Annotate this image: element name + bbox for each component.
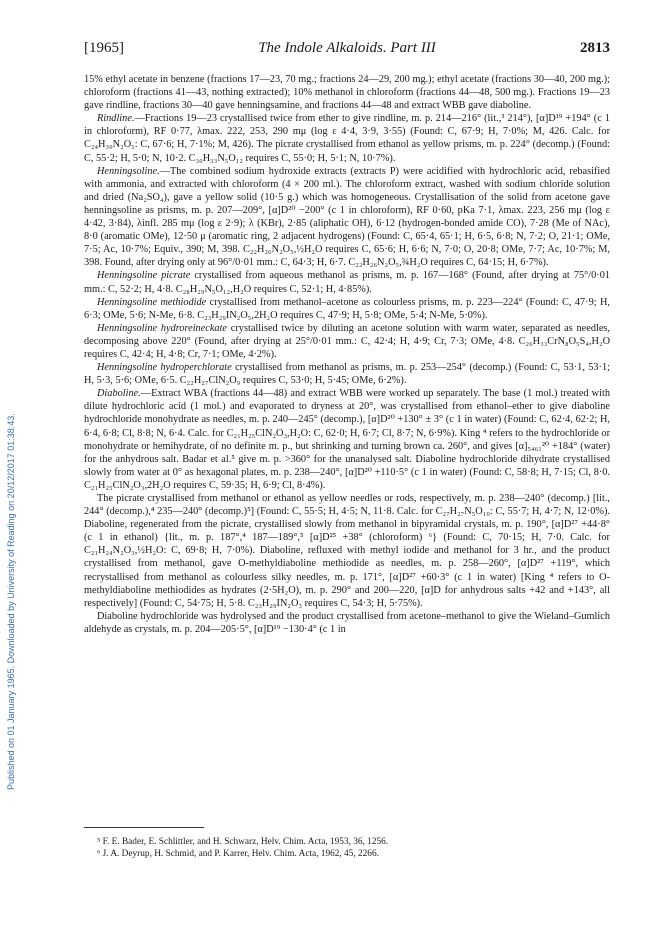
article-body bbox=[84, 73, 610, 636]
header-title: The Indole Alkaloids. Part III bbox=[258, 40, 436, 56]
paragraph-lead: Rindline. bbox=[97, 113, 135, 125]
paragraph-lead: Diaboline. bbox=[97, 388, 141, 400]
paragraph-lead: Henningsoline picrate bbox=[97, 270, 191, 282]
side-note-text: Published on 01 January 1965. Downloaded by University of Reading on 20/12/2017 01:38:43. bbox=[6, 413, 16, 790]
paragraph-henningsoline: Henningsoline.—The combined sodium hydroxide extracts (extracts P) were acidified with hydrochloric acid, rebasified with ammonia, and extracted with chloroform (4 × 200 ml.). The chloroform extract, washed with sodium chloride solution and dried (Na₂SO₄), gave a yellow solid (10·5 g.) which was homogeneous. Crystallisation of the solid from acetone gave henningsoline as prisms, m. p. 207—209°, [α]D²⁰ −200° (c 1 in chloroform), RF 0·60, pKa 7·1, λmax. 223, 256 mμ (log ε 4·42, 3·84), λinfl. 285 mμ (log ε 2·9); λ (KBr), 2·85 (aliphatic OH), 6·12 (hydrogen-bonded amide CO), 7·28 (Me of NAc), 8·0 (aromatic OMe), 12·50 μ (aromatic ring, 2 adjacent hydrogens) (Found: C, 65·4, 65·1; H, 6·5, 6·8; N, 7·2; O, 21·1; OMe, 7·5; Ac, 10·7%; Equiv., 390; M, 398. C₂₂H₂₆N₂O₅,½H₂O requires C, 65·6; H, 6·6; N, 7·0; O, 20·8; OMe, 7·7; Ac, 10·7%; M, 398. Found, after drying only at 96°/0·01 mm.: C, 64·3; H, 6·7. C₂₂H₂₆N₂O₅,¾H₂O requires C, 64·15; H, 6·7%). bbox=[84, 165, 610, 269]
paragraph-lead: Henningsoline methiodide bbox=[97, 296, 207, 308]
paragraph-fractions: 15% ethyl acetate in benzene (fractions 17—23, 70 mg.; fractions 24—29, 200 mg.); ethyl acetate (fractions 30—40, 200 mg.); chloroform (fractions 41—43, nothing extracted); 10% methanol in chloroform (fractions 44—48, 500 mg.). Fractions 19—23 gave rindline, fractions 30—40 gave henningsamine, and fractions 44—48 and extract WBB gave diaboline. bbox=[84, 74, 610, 112]
running-header bbox=[84, 40, 610, 60]
paragraph-hydrolysis: Diaboline hydrochloride was hydrolysed and the product crystallised from acetone–methanol to give the Wieland–Gumlich aldehyde as crystals, m. p. 204—205·5°, [α]D¹⁹ −130·4° (c 1 in bbox=[84, 610, 610, 635]
paragraph-lead: Henningsoline. bbox=[97, 165, 160, 177]
paragraph-henningsoline-hydroreineckate: Henningsoline hydroreineckate crystallised twice by diluting an acetone solution with warm water, separated as needles, decomposing above 220° (Found, after drying at 25°/0·01 mm.: C, 42·4; H, 4·9; Cr, 7·3; OMe, 4·8. C₂₆H₃₃CrN₈O₅S₄,H₂O requires C, 42·4; H, 4·8; Cr, 7·1; OMe, 4·2%). bbox=[84, 322, 610, 360]
paragraph-henningsoline-methiodide: Henningsoline methiodide crystallised from methanol–acetone as colourless prisms, m. p. 223—224° (Found: C, 47·9; H, 6·3; OMe, 5·6; N-Me, 6·8. C₂₃H₂₉IN₂O₅,2H₂O requires C, 47·9; H, 5·8; OMe, 5·4; N-Me, 5·0%). bbox=[84, 296, 610, 321]
paragraph-lead: Henningsoline hydroreineckate bbox=[97, 322, 227, 334]
paragraph-diaboline: Diaboline.—Extract WBA (fractions 44—48) and extract WBB were worked up separately. The base (1 mol.) treated with dilute hydrochloric acid (1 mol.) and evaporated to dryness at 20°, was crystallised from ethanol–ether to give diaboline hydrochloride monohydrate as needles, m. p. 240—245° (decomp.), [α]D²⁰ +130° ± 3° (c 1 in water) (Found: C, 62·4, 62·2; H, 6·4, 6·8; Cl, 8·8; N, 6·4. Calc. for C₂₁H₂₅ClN₂O₃,H₂O: C, 62·0; H, 6·7; Cl, 8·7; N, 6·9%). King ⁴ refers to the hydrochloride or monohydrate or hemihydrate, of no definite m. p., but shrinking and turning brown ca. 260°, and gives [α]₅₄₆₁²⁰ +184° (water) for the anhydrous salt. Badar et al.⁵ give m. p. >360° for the unanalysed salt. Diaboline hydrochloride dihydrate crystallised slowly from water at 0° as hexagonal plates, m. p. 238—240°, [α]D²⁰ +110·5° (c 1 in water) (Found: C, 58·8; H, 7·15; Cl, 8·0. C₂₁H₂₅ClN₂O₃,2H₂O requires C, 59·35; H, 6·9; Cl, 8·4%). bbox=[84, 388, 610, 491]
paragraph-henningsoline-picrate: Henningsoline picrate crystallised from aqueous methanol as prisms, m. p. 167—168° (Found, after drying at 75°/0·01 mm.: C, 52·2; H, 4·8. C₂₈H₂₉N₅O₁₂,H₂O requires C, 52·1; H, 4·85%). bbox=[84, 270, 610, 295]
footnote-5: ⁵ F. E. Bader, E. Schlittler, and H. Schwarz, Helv. Chim. Acta, 1953, 36, 1256. bbox=[97, 837, 389, 847]
paragraph-lead: Henningsoline hydroperchlorate bbox=[97, 362, 232, 374]
paragraph-picrate: The picrate crystallised from methanol or ethanol as yellow needles or rods, respectively, m. p. 238—240° (decomp.) [lit., 244° (decomp.),⁴ 235—240° (decomp.)⁵] (Found: C, 55·5; H, 4·5; N, 11·8. Calc. for C₂₇H₂₇N₅O₁₀: C, 55·7; H, 4·7; N, 12·0%). Diaboline, regenerated from the picrate, crystallised slowly from methanol in bipyramidal crystals, m. p. 190°, [α]D²⁷ +44·8° (c 1 in ethanol) {lit., m. p. 187°,⁴ 187—189°,⁵ [α]D²⁵ +38° (chloroform) ⁶} (Found: C, 70·15; H, 7·0. Calc. for C₂₁H₂₄N₂O₃,½H₂O: C, 69·8; H, 7·0%). Diaboline, refluxed with methyl iodide and methanol for 3 hr., and the product crystallised from methanol, gave O-methyldiaboline methiodide as needles, m. p. 258—260°, [α]D²⁷ +119°, which recrystallised from methanol as colourless silky needles, m. p. 171°, [α]D²⁷ +60·3° (c 1 in water) [King ⁴ refers to O-methyldiaboline methiodides as hydrates (2·5H₂O), m. p. 290° and 200—220, [α]D for anhydrous salts +42 and +143°, all respectively] (Found: C, 54·75; H, 5·8. C₂₃H₂₉IN₂O₃ requires C, 54·3; H, 5·75%). bbox=[84, 493, 610, 609]
page-number: 2813 bbox=[580, 40, 610, 56]
paragraph-rindline: Rindline.—Fractions 19—23 crystallised twice from ether to give rindline, m. p. 214—216° (lit.,³ 214°), [α]D¹⁹ +194° (c 1 in chloroform), RF 0·77, λmax. 222, 253, 290 mμ (log ε 4·4, 3·9, 3·55) (Found: C, 67·9; H, 7·0%; M, 426. Calc. for C₂₄H₃₀N₂O₅: C, 67·6; H, 7·1%; M, 426). The picrate crystallised from ethanol as yellow prisms, m. p. 224° (decomp.) (Found: C, 55·2; H, 5·0; N, 10·2. C₃₀H₃₃N₅O₁₂ requires C, 55·0; H, 5·1; N, 10·7%). bbox=[84, 113, 610, 164]
paragraph-henningsoline-hydroperchlorate: Henningsoline hydroperchlorate crystallised from methanol as prisms, m. p. 253—254° (decomp.) (Found: C, 53·1, 53·1; H, 5·3, 5·6; OMe, 6·5. C₂₂H₂₇ClN₂O₉ requires C, 53·0; H, 5·45; OMe, 6·2%). bbox=[84, 362, 610, 387]
footnote-6: ⁶ J. A. Deyrup, H. Schmid, and P. Karrer, Helv. Chim. Acta, 1962, 45, 2266. bbox=[97, 849, 379, 859]
footnotes bbox=[84, 836, 610, 860]
header-year: [1965] bbox=[84, 40, 124, 56]
footnote-divider bbox=[84, 827, 204, 828]
publication-side-note bbox=[2, 150, 22, 790]
